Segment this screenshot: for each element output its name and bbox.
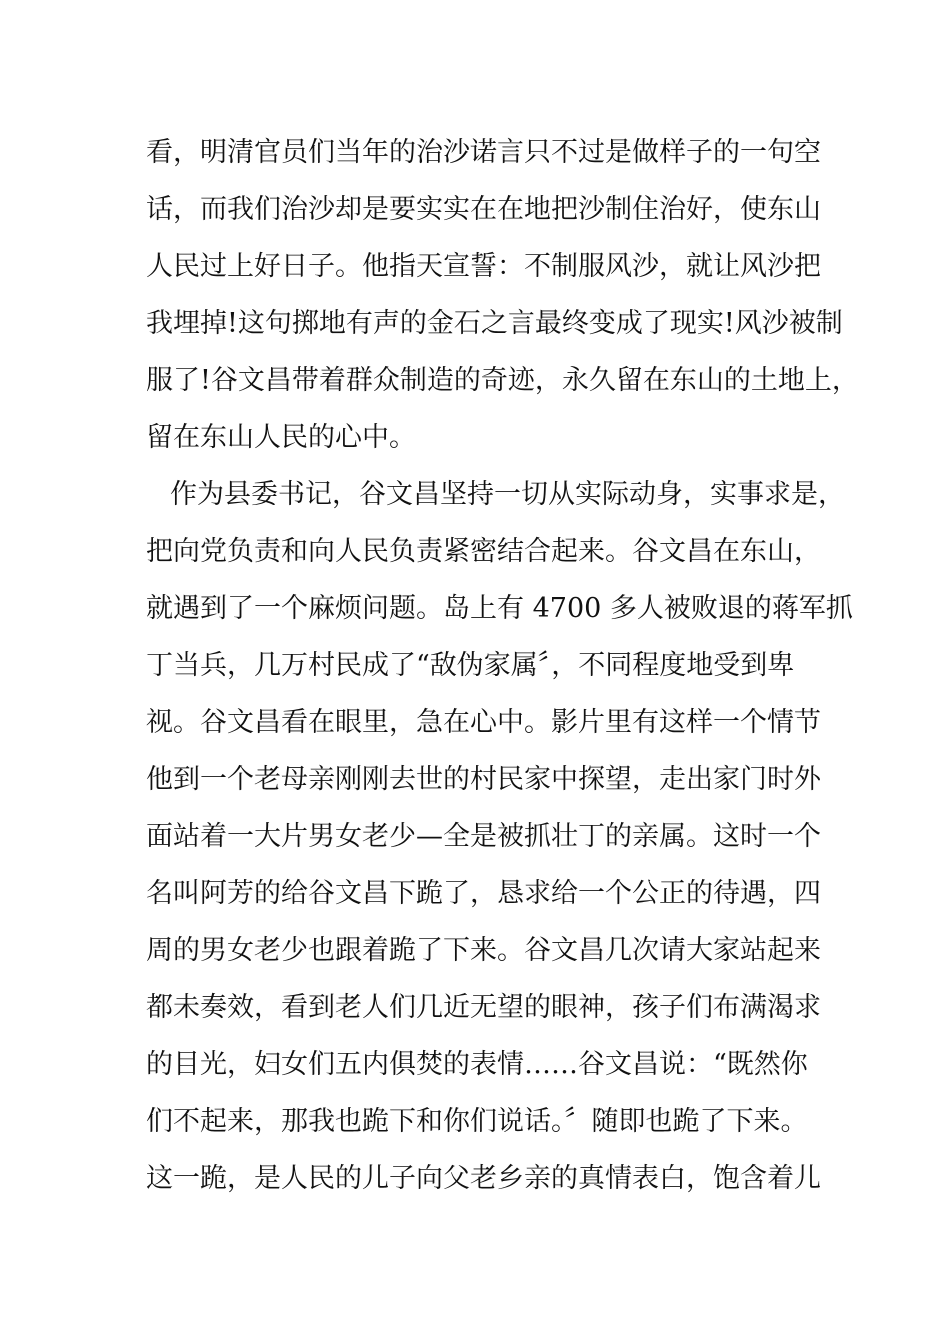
text-line: 就遇到了一个麻烦问题。岛上有 4700 多人被败退的蒋军抓: [146, 593, 853, 624]
text-line: 看，明清官员们当年的治沙诺言只不过是做样子的一句空: [146, 137, 821, 168]
text-line: 这一跪，是人民的儿子向父老乡亲的真情表白，饱含着儿: [146, 1163, 821, 1194]
paragraph-start-line: 作为县委书记，谷文昌坚持一切从实际动身，实事求是，: [170, 479, 845, 510]
text-line: 的目光，妇女们五内俱焚的表情……谷文昌说：“既然你: [146, 1049, 808, 1080]
body-text: [146, 124, 859, 1207]
text-line: 名叫阿芳的给谷文昌下跪了，恳求给一个公正的待遇，四: [146, 878, 821, 909]
text-line: 丁当兵，几万村民成了“敌伪家属〞，不同程度地受到卑: [146, 650, 795, 681]
text-line: 们不起来，那我也跪下和你们说话。〞随即也跪了下来。: [146, 1106, 808, 1137]
text-line: 话，而我们治沙却是要实实在在地把沙制住治好，使东山: [146, 194, 821, 225]
text-line: 他到一个老母亲刚刚去世的村民家中探望，走出家门时外: [146, 764, 821, 795]
text-line: 留在东山人民的心中。: [146, 422, 416, 453]
text-line: 面站着一大片男女老少—全是被抓壮丁的亲属。这时一个: [146, 821, 821, 852]
text-line: 视。谷文昌看在眼里，急在心中。影片里有这样一个情节: [146, 707, 821, 738]
text-line: 人民过上好日子。他指天宣誓：不制服风沙，就让风沙把: [146, 251, 821, 282]
text-line: 我埋掉!这句掷地有声的金石之言最终变成了现实!风沙被制: [146, 308, 843, 339]
text-line: 把向党负责和向人民负责紧密结合起来。谷文昌在东山，: [146, 536, 821, 567]
text-line: 周的男女老少也跟着跪了下来。谷文昌几次请大家站起来: [146, 935, 821, 966]
text-line: 都未奏效，看到老人们几近无望的眼神，孩子们布满渴求: [146, 992, 821, 1023]
text-line: 服了!谷文昌带着群众制造的奇迹，永久留在东山的土地上，: [146, 365, 859, 396]
